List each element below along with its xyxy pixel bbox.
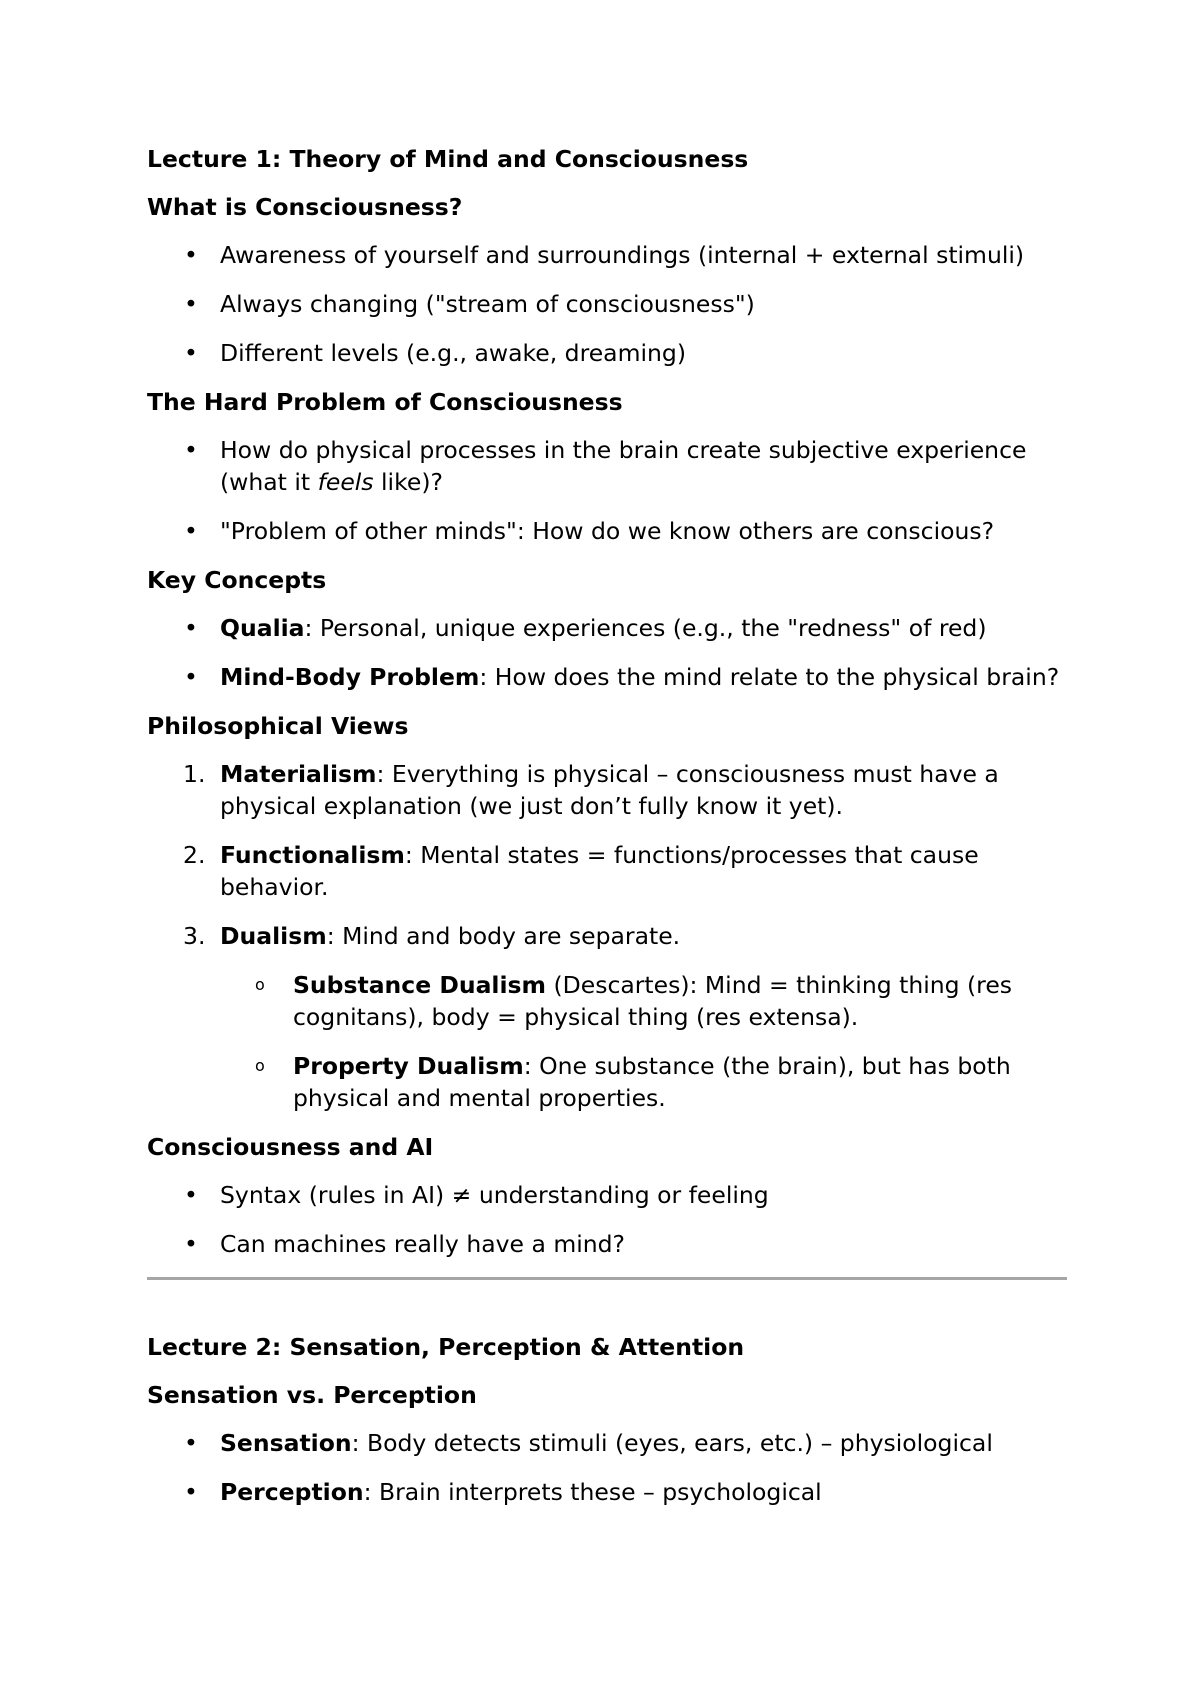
list-item-text: Syntax (rules in AI) ≠ understanding or feeling	[220, 1181, 769, 1209]
term-label: Property Dualism	[293, 1052, 524, 1080]
lecture-2-title: Lecture 2: Sensation, Perception & Attention	[147, 1333, 745, 1361]
list-item-text: : Personal, unique experiences (e.g., the "redness" of red)	[304, 614, 987, 642]
list-item	[147, 434, 1067, 498]
section-heading-what-is-consciousness: What is Consciousness?	[147, 193, 463, 221]
sub-list-item	[147, 1050, 1067, 1114]
document-body	[147, 143, 1067, 1525]
list-item-text: Different levels (e.g., awake, dreaming)	[220, 339, 686, 367]
list-number: 3.	[183, 922, 206, 950]
term-label: Substance Dualism	[293, 971, 547, 999]
list-item-text: like)?	[373, 468, 443, 496]
list-item	[147, 839, 1067, 903]
section-heading-sensation-vs-perception: Sensation vs. Perception	[147, 1381, 477, 1409]
bullet-icon: •	[184, 290, 198, 318]
sub-list-item	[147, 969, 1067, 1033]
list-philosophical-views	[147, 758, 1067, 1114]
section-heading-consciousness-and-ai: Consciousness and AI	[147, 1133, 434, 1161]
list-key-concepts	[147, 612, 1067, 693]
bullet-icon: •	[184, 339, 198, 367]
list-consciousness-and-ai	[147, 1179, 1067, 1260]
list-item	[147, 612, 1067, 644]
list-number: 1.	[183, 760, 206, 788]
bullet-icon: •	[184, 436, 198, 464]
emphasis-text: feels	[317, 468, 374, 496]
term-label: Materialism	[220, 760, 377, 788]
list-item	[147, 288, 1067, 320]
bullet-icon: •	[184, 1478, 198, 1506]
list-item	[147, 1476, 1067, 1508]
list-item-text: "Problem of other minds": How do we know others are conscious?	[220, 517, 995, 545]
bullet-icon: •	[184, 1429, 198, 1457]
list-item-text: : Brain interprets these – psychological	[363, 1478, 822, 1506]
term-label: Perception	[220, 1478, 364, 1506]
list-item	[147, 758, 1067, 822]
list-what-is-consciousness	[147, 239, 1067, 369]
list-item-text: : Everything is physical – consciousness must have a physical explanation (we just don’t fully know it yet).	[220, 760, 999, 820]
list-item-text: Always changing ("stream of consciousness")	[220, 290, 755, 318]
list-item	[147, 239, 1067, 271]
list-item-text: (Descartes): Mind = thinking thing (res cognitans), body = physical thing (res extensa).	[293, 971, 1013, 1031]
list-item-text: Can machines really have a mind?	[220, 1230, 626, 1258]
bullet-icon: •	[184, 663, 198, 691]
bullet-icon: •	[184, 1181, 198, 1209]
bullet-icon: •	[184, 614, 198, 642]
term-label: Functionalism	[220, 841, 405, 869]
list-item-text: Awareness of yourself and surroundings (internal + external stimuli)	[220, 241, 1025, 269]
list-item-text: : One substance (the brain), but has both physical and mental properties.	[293, 1052, 1011, 1112]
circle-bullet-icon: o	[255, 1056, 265, 1075]
term-label: Mind-Body Problem	[220, 663, 480, 691]
lecture-1-title: Lecture 1: Theory of Mind and Consciousness	[147, 145, 749, 173]
list-item-text: : Body detects stimuli (eyes, ears, etc.) – physiological	[351, 1429, 993, 1457]
list-number: 2.	[183, 841, 206, 869]
list-item	[147, 1427, 1067, 1459]
term-label: Dualism	[220, 922, 327, 950]
bullet-icon: •	[184, 241, 198, 269]
list-item	[147, 661, 1067, 693]
term-label: Qualia	[220, 614, 305, 642]
list-item	[147, 515, 1067, 547]
section-heading-hard-problem: The Hard Problem of Consciousness	[147, 388, 623, 416]
list-hard-problem	[147, 434, 1067, 547]
list-item	[147, 920, 1067, 952]
list-item-text: : Mind and body are separate.	[326, 922, 681, 950]
list-item	[147, 1228, 1067, 1260]
horizontal-divider	[147, 1277, 1067, 1280]
list-item	[147, 1179, 1067, 1211]
term-label: Sensation	[220, 1429, 352, 1457]
list-sensation-vs-perception	[147, 1427, 1067, 1508]
list-item-text: : How does the mind relate to the physical brain?	[479, 663, 1060, 691]
list-item-text: How do physical processes in the brain create subjective experience (what it	[220, 436, 1027, 496]
bullet-icon: •	[184, 1230, 198, 1258]
list-item-text: : Mental states = functions/processes that cause behavior.	[220, 841, 979, 901]
section-heading-philosophical-views: Philosophical Views	[147, 712, 409, 740]
section-heading-key-concepts: Key Concepts	[147, 566, 327, 594]
list-item	[147, 337, 1067, 369]
circle-bullet-icon: o	[255, 975, 265, 994]
bullet-icon: •	[184, 517, 198, 545]
